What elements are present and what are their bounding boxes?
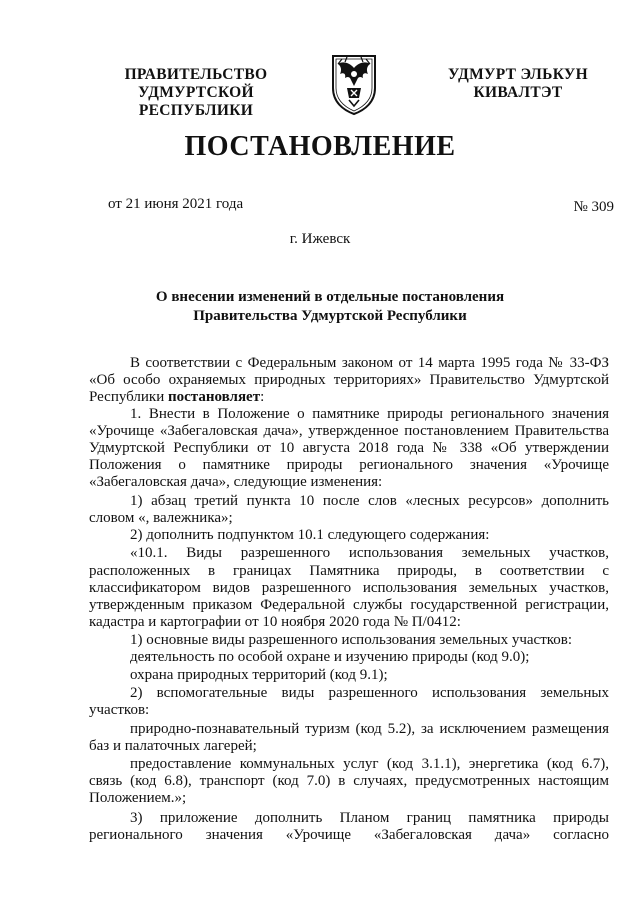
body-line: Положением.»; — [89, 790, 187, 806]
body-line: «Урочище «Забегаловская дача», утвержденное постановлением Правительства — [89, 423, 609, 439]
issuer-line-2: УДМУРТСКОЙ РЕСПУБЛИКИ — [138, 84, 254, 119]
body-line: утвержденным приказом Федеральной службы государственной регистрации, — [89, 597, 609, 613]
body-text: Республики — [89, 389, 168, 405]
document-title: ПОСТАНОВЛЕНИЕ — [184, 131, 456, 162]
body-line: 1. Внести в Положение о памятнике природы регионального значения — [130, 406, 609, 422]
body-line: 2) вспомогательные виды разрешенного использования земельных — [130, 685, 609, 701]
issuer-line-1: ПРАВИТЕЛЬСТВО — [124, 66, 268, 83]
body-line: «Забегаловская дача», следующие изменения: — [89, 474, 383, 490]
body-line: 2) дополнить подпунктом 10.1 следующего содержания: — [130, 527, 490, 543]
body-line: связь (код 6.8), транспорт (код 7.0) в случаях, предусмотренных настоящим — [89, 773, 609, 789]
body-line: природно-познавательный туризм (код 5.2), за исключением размещения — [130, 721, 609, 737]
operative-word: постановляет — [168, 389, 261, 405]
body-line: расположенных в границах Памятника природы, в соответствии с — [89, 563, 609, 579]
body-line: классификатором видов разрешенного использования земельных участков, — [89, 580, 609, 596]
heading-line-2: Правительства Удмуртской Республики — [193, 308, 467, 324]
body-line: словом «, валежника»; — [89, 510, 233, 526]
body-line: Положения о памятнике природы регионального значения «Урочище — [89, 457, 609, 473]
body-line: баз и палаточных лагерей; — [89, 738, 257, 754]
issuer-udmurt-line-1: УДМУРТ ЭЛЬКУН — [448, 66, 588, 83]
document-number: № 309 — [573, 199, 614, 215]
body-line: кадастра и картографии от 10 ноября 2020 года № П/0412: — [89, 614, 461, 630]
body-line: участков: — [89, 702, 150, 718]
document-city: г. Ижевск — [289, 231, 351, 247]
issuer-name-udmurt — [418, 66, 618, 102]
issuer-name-russian — [80, 66, 312, 120]
document-heading — [60, 288, 600, 326]
body-line: охрана природных территорий (код 9.1); — [130, 667, 388, 683]
body-line: 3) приложение дополнить Планом границ памятника природы — [130, 810, 609, 826]
body-line: «10.1. Виды разрешенного использования земельных участков, — [130, 545, 609, 561]
body-line: «Об особо охраняемых природных территориях» Правительство Удмуртской — [89, 372, 609, 388]
body-line: предоставление коммунальных услуг (код 3.1.1), энергетика (код 6.7), — [130, 756, 609, 772]
body-line: регионального значения «Урочище «Забегаловская дача» согласно — [89, 827, 609, 843]
body-line — [89, 389, 609, 406]
body-line: 1) основные виды разрешенного использования земельных участков: — [130, 632, 573, 648]
heading-line-1: О внесении изменений в отдельные постановления — [155, 289, 505, 305]
body-line: В соответствии с Федеральным законом от 14 марта 1995 года № 33-ФЗ — [130, 355, 609, 371]
body-line: деятельность по особой охране и изучению природы (код 9.0); — [130, 649, 530, 665]
document-date: от 21 июня 2021 года — [108, 196, 244, 212]
body-text: : — [260, 389, 265, 405]
body-line: Удмуртской Республики от 10 августа 2018 года № 338 «Об утверждении — [89, 440, 609, 456]
body-line: 1) абзац третий пункта 10 после слов «лесных ресурсов» дополнить — [130, 493, 609, 509]
udmurt-coat-of-arms-icon — [327, 52, 381, 116]
issuer-udmurt-line-2: КИВАЛТЭТ — [473, 84, 563, 101]
